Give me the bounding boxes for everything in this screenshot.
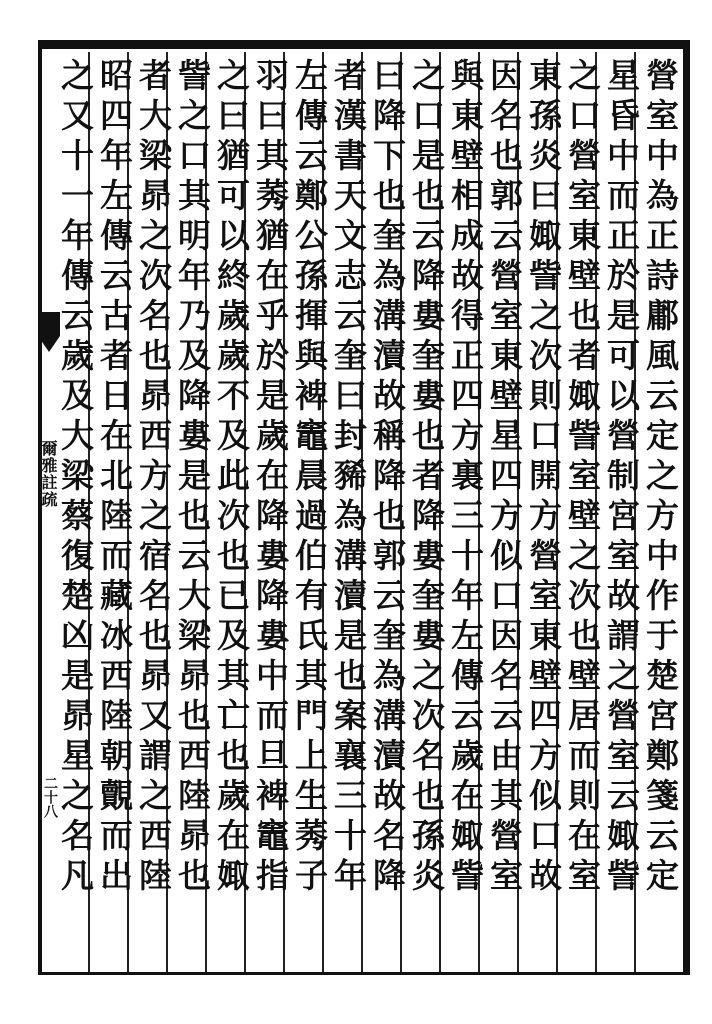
- text-column-14: 者大梁昴之次名也昴西方之宿名也昴又謂之西陸: [134, 58, 173, 898]
- text-column-5: 因名也郭云營室東壁星四方似口因名云由其營室: [485, 58, 524, 898]
- text-columns: [56, 52, 682, 972]
- text-column-8: 曰降下也奎為溝瀆故稱降也郭云奎為溝瀆故名降: [368, 58, 407, 898]
- frame-bottom-border: [38, 972, 690, 975]
- text-column-9: 者漢書天文志云奎曰封豨為溝瀆是也案襄三十年: [329, 58, 368, 898]
- margin-page-number: 二十八: [42, 776, 58, 818]
- text-column-16: 之又十一年傳云歲及大梁蔡復楚凶是昴星之名凡: [56, 58, 95, 898]
- text-column-4: 東孫炎曰娵訾之次則口開方營室東壁四方似口故: [524, 58, 563, 898]
- frame-top-border: [38, 40, 690, 49]
- text-column-7: 之口是也云降婁奎婁也者降婁奎婁之次名也孫炎: [407, 58, 446, 898]
- text-column-6: 與東壁相成故得正四方裏三十年左傳云歲在娵訾: [446, 58, 485, 898]
- text-column-13: 訾之口其明年乃及降婁是也云大梁昴也西陸昴也: [173, 58, 212, 898]
- text-column-10: 左傳云鄭公孫揮與裨竈晨過伯有氏其門上生莠子: [290, 58, 329, 898]
- text-column-11: 羽曰其莠猶在乎於是歲在降婁降婁中而旦裨竈指: [251, 58, 290, 898]
- text-column-15: 昭四年左傳云古者日在北陸而藏冰西陸朝覿而出: [95, 58, 134, 898]
- text-column-12: 之曰猶可以終歲歲不及此次也已及其亡也歲在娵: [212, 58, 251, 898]
- text-column-1: 營室中為正詩鄘風云定之方中作于楚宮鄭箋云定: [641, 58, 680, 898]
- frame-right-border: [683, 40, 690, 975]
- text-column-3: 之口營室東壁也者娵訾室壁之次也壁居而則在室: [563, 58, 602, 898]
- margin-book-title: 爾雅註疏: [39, 440, 58, 508]
- text-column-2: 星昏中而正於是可以營制宮室故謂之營室云娵訾: [602, 58, 641, 898]
